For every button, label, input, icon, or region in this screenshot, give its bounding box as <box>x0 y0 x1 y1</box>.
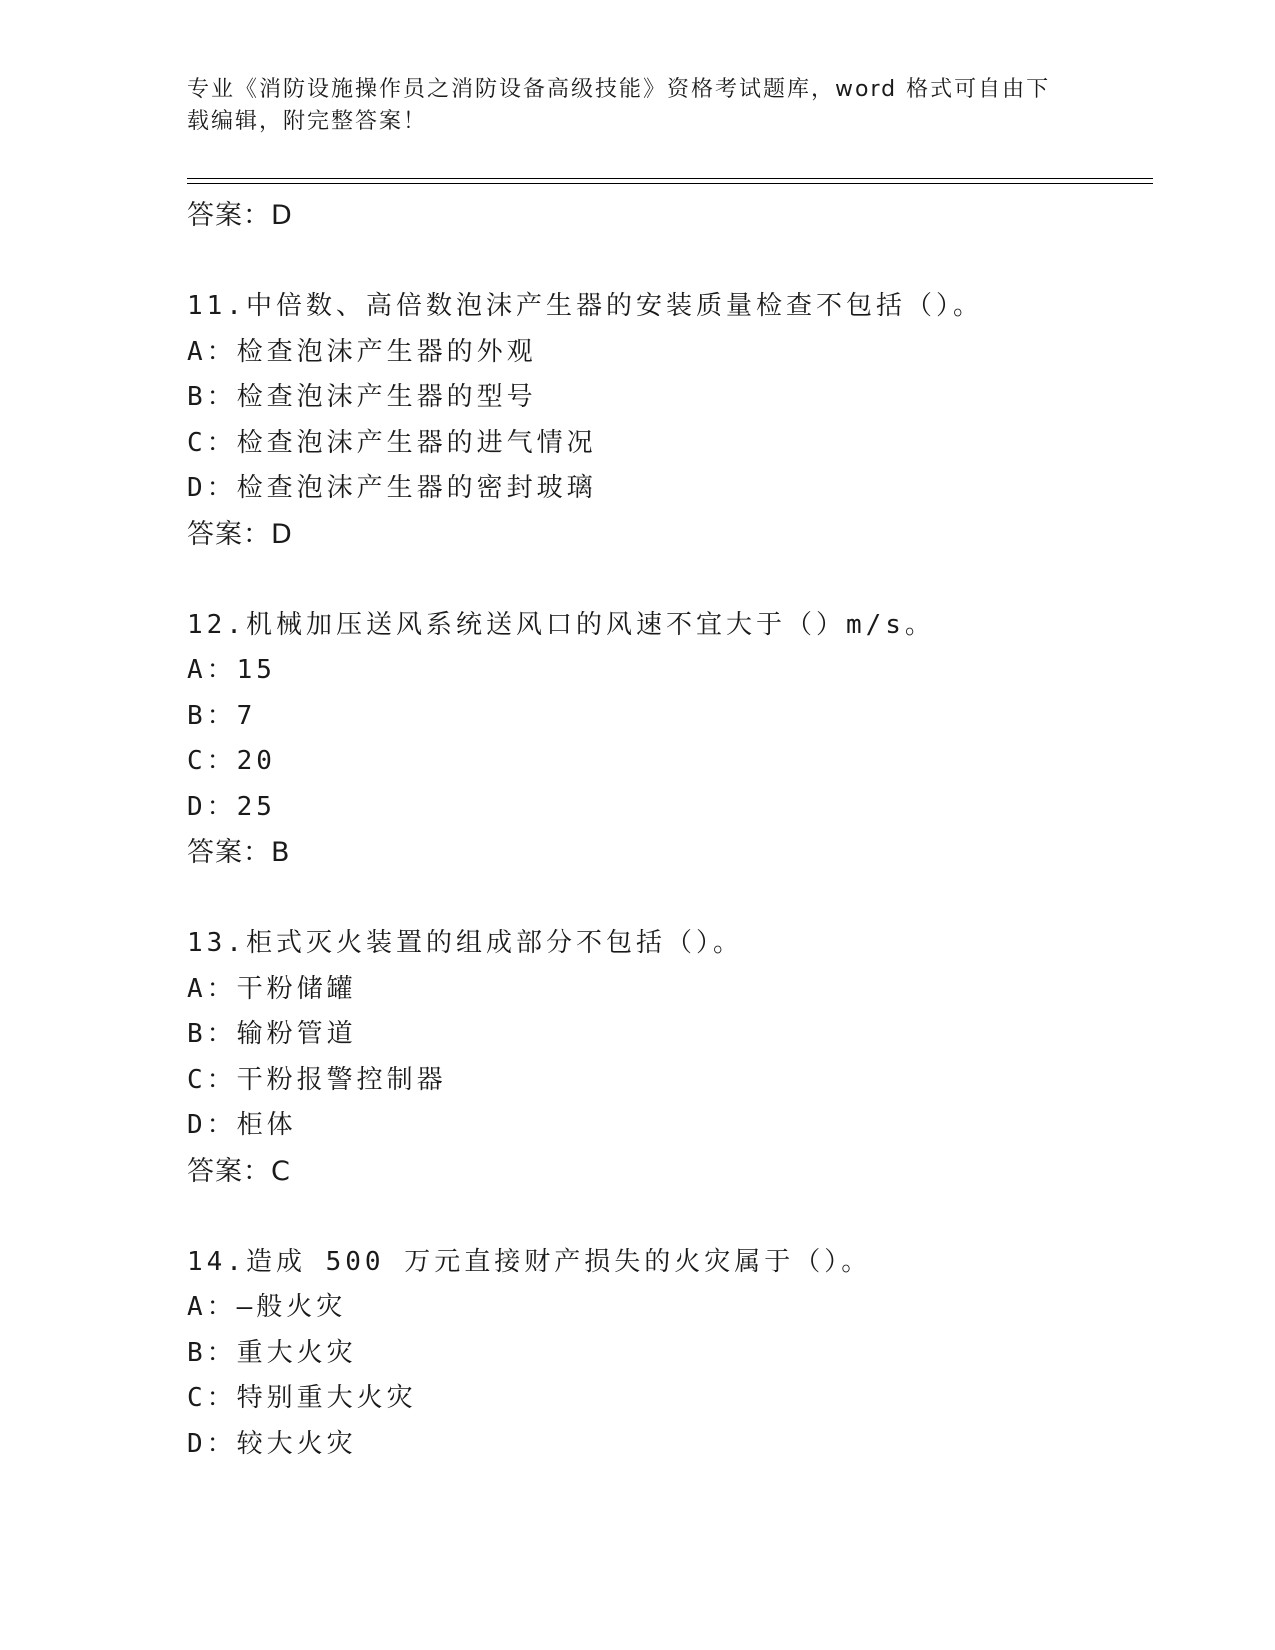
question-stem: 12.机械加压送风系统送风口的风速不宜大于（）m/s。 <box>187 609 935 640</box>
option-d: D：柜体 <box>187 1110 297 1140</box>
option-a: A：—般火灾 <box>187 1292 347 1322</box>
question-11 <box>187 284 1147 557</box>
option-b: B：检查泡沫产生器的型号 <box>187 382 537 412</box>
option-c: C：干粉报警控制器 <box>187 1064 447 1095</box>
option-d: D：检查泡沫产生器的密封玻璃 <box>187 473 597 503</box>
question-stem: 13.柜式灭火装置的组成部分不包括（）。 <box>187 928 743 958</box>
option-b: B：7 <box>187 700 257 731</box>
answer-line: 答案：C <box>187 1155 291 1187</box>
header-rule-top <box>187 178 1153 179</box>
question-12 <box>187 603 1147 876</box>
question-stem: 11.中倍数、高倍数泡沫产生器的安装质量检查不包括（）。 <box>187 291 983 321</box>
header-line-1: 专业《消防设施操作员之消防设备高级技能》资格考试题库，word 格式可自由下 <box>187 77 1051 102</box>
question-13 <box>187 921 1147 1194</box>
option-a: A：检查泡沫产生器的外观 <box>187 336 537 367</box>
answer-line: 答案：D <box>187 200 293 231</box>
option-c: C：特别重大火灾 <box>187 1383 417 1413</box>
question-list <box>187 193 1147 1467</box>
option-b: B：重大火灾 <box>187 1337 357 1368</box>
option-b: B：输粉管道 <box>187 1019 357 1049</box>
header-line-2: 载编辑，附完整答案！ <box>187 109 428 134</box>
question-14 <box>187 1240 1147 1468</box>
answer-line: 答案：B <box>187 837 291 868</box>
header-rule-bottom <box>187 183 1153 184</box>
option-c: C：20 <box>187 746 276 776</box>
spacer <box>187 1194 1147 1240</box>
option-a: A：15 <box>187 655 276 685</box>
option-d: D：25 <box>187 791 276 822</box>
document-header <box>187 74 1067 138</box>
answer-line: 答案：D <box>187 518 293 550</box>
spacer <box>187 239 1147 285</box>
option-c: C：检查泡沫产生器的进气情况 <box>187 427 597 458</box>
spacer <box>187 557 1147 603</box>
spacer <box>187 876 1147 922</box>
option-d: D：较大火灾 <box>187 1428 357 1459</box>
question-stem: 14.造成 500 万元直接财产损失的火灾属于（）。 <box>187 1246 872 1277</box>
option-a: A：干粉储罐 <box>187 973 357 1004</box>
